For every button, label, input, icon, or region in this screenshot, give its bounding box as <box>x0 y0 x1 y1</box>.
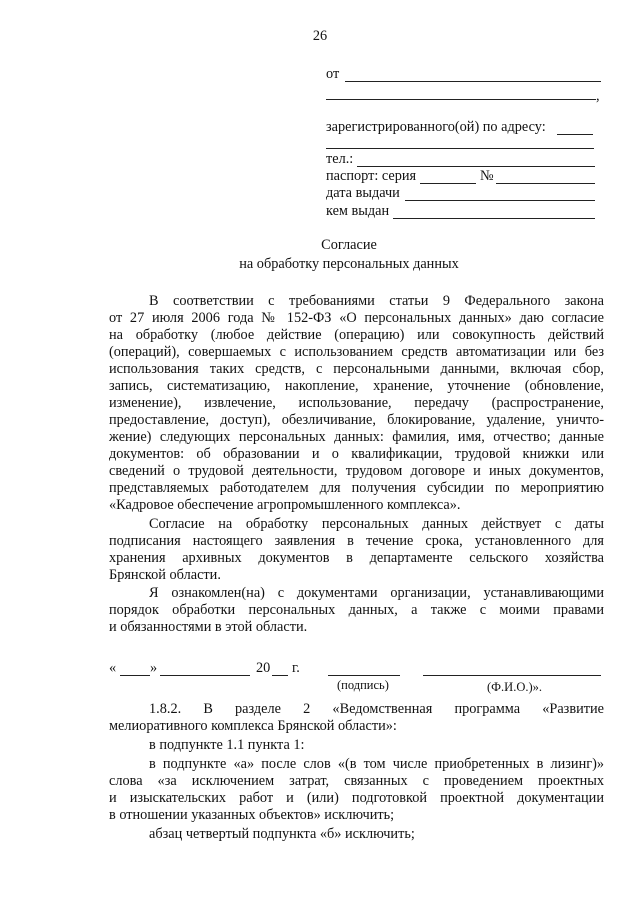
word: В <box>203 701 213 717</box>
title-line-1: Согласие <box>321 237 377 253</box>
text-line: Я ознакомлен(на) с документами организации, устанавливающими <box>149 585 604 601</box>
text-line: документов: об образовании и о квалификации, трудовой книжки или <box>109 446 604 462</box>
issued-by-label: кем выдан <box>326 203 390 219</box>
amendment-heading-line <box>149 701 604 718</box>
word: «Развитие <box>542 701 604 717</box>
text-line: от 27 июля 2006 года № 152-ФЗ «О персональных данных» даю согласие <box>109 310 604 326</box>
passport-number-line <box>496 183 595 184</box>
text-line: изменение), извлечение, использование, передачу (распространение, <box>109 395 604 411</box>
signature-caption: (подпись) <box>337 678 389 692</box>
phone-line <box>357 166 595 167</box>
passport-number-label: № <box>480 168 494 184</box>
text-line: Согласие на обработку персональных данных действует с даты <box>149 516 604 532</box>
comma: , <box>596 88 600 104</box>
text-line: и изыскательских работ и (или) подготовкой проектной документации <box>109 790 604 806</box>
text-line: предоставление, доступ), обезличивание, блокирование, удаление, уничто- <box>109 412 604 428</box>
issue-date-label: дата выдачи <box>326 185 400 201</box>
address-line <box>557 134 593 135</box>
text-line: В соответствии с требованиями статьи 9 Федерального закона <box>149 293 604 309</box>
word: 2 <box>303 701 311 717</box>
issued-by-line <box>393 218 595 219</box>
text-line: (операций), совершаемых с использованием средств автоматизации или без <box>109 344 604 360</box>
text-line: «Кадровое обеспечение агропромышленного комплекса». <box>109 497 461 513</box>
text-line: использования таких средств, с персональными данными, включая сбор, <box>109 361 604 377</box>
text-line: подписания настоящего заявления в течение срока, установленного для <box>109 533 604 549</box>
text-line: порядок обработки персональных данных, а также с моими правами <box>109 602 604 618</box>
text-line: в подпункте «а» после слов «(в том числе приобретенных в лизинг)» <box>149 756 604 772</box>
word: «Ведомственная <box>332 701 433 717</box>
word: разделе <box>235 701 281 717</box>
text-line: в отношении указанных объектов» исключить; <box>109 807 395 823</box>
address-line-2 <box>326 148 594 149</box>
year-suffix: г. <box>292 660 300 676</box>
passport-series-line <box>420 183 476 184</box>
text-line: абзац четвертый подпункта «б» исключить; <box>149 826 415 842</box>
signature-line <box>328 675 400 676</box>
month-line <box>160 675 250 676</box>
text-line: сведений о трудовой деятельности, трудовом договоре и иных документов, <box>109 463 604 479</box>
text-line: слова «за исключением затрат, связанных с проведением проектных <box>109 773 604 789</box>
text-line: на обработку (любое действие (операцию) или совокупность действий <box>109 327 604 343</box>
text-line: мелиоративного комплекса Брянской области»: <box>109 718 397 734</box>
from-line-2 <box>326 99 596 100</box>
from-line <box>345 81 601 82</box>
clause-number: 1.8.2. <box>149 701 182 717</box>
date-quote-open: « <box>109 660 117 676</box>
day-line <box>120 675 150 676</box>
registered-label: зарегистрированного(ой) по адресу: <box>326 119 546 135</box>
phone-label: тел.: <box>326 151 354 167</box>
text-line: представляемых работодателем для получения субсидии по мероприятию <box>109 480 604 496</box>
text-line: хранения архивных документов в департаменте сельского хозяйства <box>109 550 604 566</box>
page-number: 26 <box>312 28 328 44</box>
issue-date-line <box>405 200 595 201</box>
name-line <box>423 675 601 676</box>
name-caption: (Ф.И.О.)». <box>487 680 543 694</box>
word: программа <box>454 701 521 717</box>
year-prefix: 20 <box>256 660 271 676</box>
text-line: Брянской области. <box>109 567 221 583</box>
text-line: и обязанностями в этой области. <box>109 619 308 635</box>
text-line: жение) следующих персональных данных: фамилия, имя, отчество; данные <box>109 429 604 445</box>
passport-label: паспорт: серия <box>326 168 417 184</box>
title-line-2: на обработку персональных данных <box>239 256 459 272</box>
text-line: в подпункте 1.1 пункта 1: <box>149 737 305 753</box>
date-quote-close: » <box>150 660 158 676</box>
text-line: запись, систематизацию, накопление, хранение, уточнение (обновление, <box>109 378 604 394</box>
year-line <box>272 675 288 676</box>
from-label: от <box>326 66 340 82</box>
